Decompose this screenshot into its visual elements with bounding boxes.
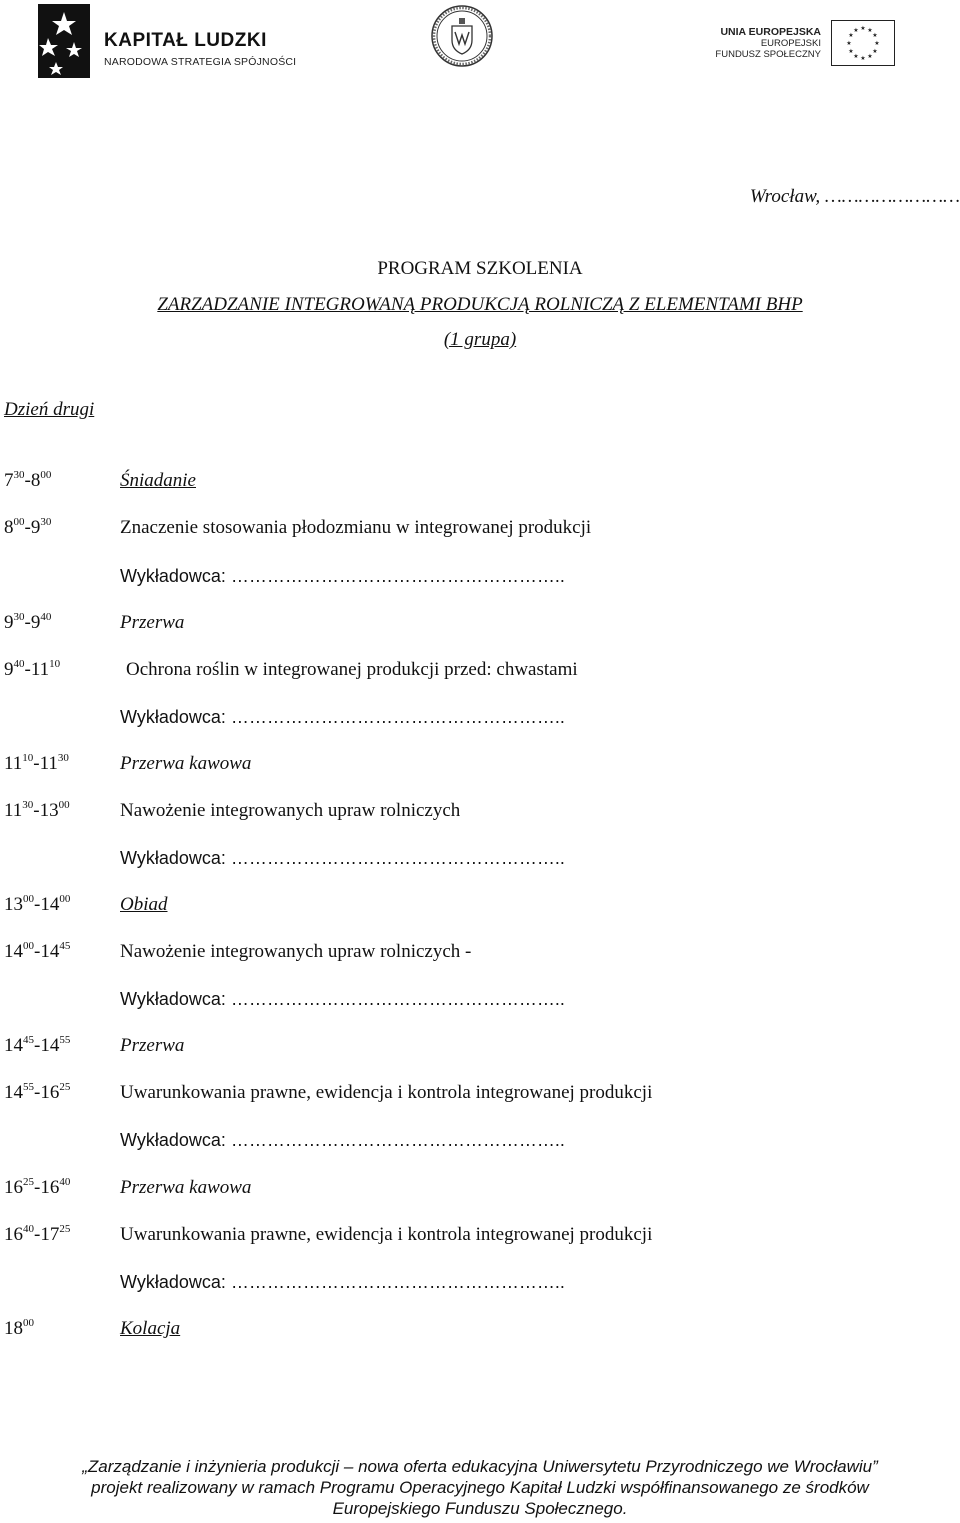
schedule-time: $16^{40}-17^{25}$ [4, 1223, 71, 1245]
schedule-activity: Ochrona roślin w integrowanej produkcji przed: chwastami [126, 659, 578, 680]
svg-text:★: ★ [853, 53, 859, 60]
svg-text:★: ★ [872, 32, 878, 39]
svg-text:★: ★ [874, 40, 880, 47]
eu-flag-icon [831, 20, 895, 66]
schedule-time: $9^{30}-9^{40}$ [4, 611, 52, 633]
svg-text:★: ★ [848, 48, 854, 55]
lecturer-line: Wykładowca: ……………………………………………….. [120, 989, 565, 1009]
schedule-activity: Nawożenie integrowanych upraw rolniczych [120, 800, 461, 821]
kapital-ludzki-logo [38, 4, 297, 78]
lecturer-line: Wykładowca: ……………………………………………….. [120, 707, 565, 727]
kapital-ludzki-mark-icon [38, 4, 90, 78]
kapital-ludzki-subtitle: NARODOWA STRATEGIA SPÓJNOŚCI [104, 56, 297, 68]
footer-line2: projekt realizowany w ramach Programu Operacyjnego Kapitał Ludzki współfinansowanego ze środków [91, 1478, 869, 1497]
footer-line3: Europejskiego Funduszu Społecznego. [332, 1499, 628, 1518]
schedule-time: $11^{10}-11^{30}$ [4, 752, 69, 774]
schedule-activity: Przerwa kawowa [120, 753, 252, 774]
footer-line1: „Zarządzanie i inżynieria produkcji – nowa oferta edukacyjna Uniwersytetu Przyrodniczego we Wrocławiu” [82, 1457, 878, 1476]
schedule-activity: Przerwa [120, 1035, 185, 1056]
day-label: Dzień drugi [4, 399, 95, 420]
svg-text:★: ★ [867, 53, 873, 60]
lecturer-line: Wykładowca: ……………………………………………….. [120, 566, 565, 586]
schedule-time: $11^{30}-13^{00}$ [4, 799, 70, 821]
schedule-activity: Uwarunkowania prawne, ewidencja i kontrola integrowanej produkcji [120, 1082, 653, 1103]
university-seal [430, 4, 494, 68]
schedule-activity: Kolacja [120, 1318, 181, 1339]
svg-text:★: ★ [860, 55, 866, 62]
schedule-activity: Przerwa [120, 612, 185, 633]
schedule-time: $8^{00}-9^{30}$ [4, 516, 52, 538]
schedule-time: $18^{00}$ [4, 1317, 34, 1339]
kapital-ludzki-title: KAPITAŁ LUDZKI [104, 30, 267, 51]
svg-text:★: ★ [846, 40, 852, 47]
schedule-time: $7^{30}-8^{00}$ [4, 469, 52, 491]
program-subtitle: ZARZADZANIE INTEGROWANĄ PRODUKCJĄ ROLNICZĄ Z ELEMENTAMI BHP [157, 294, 803, 315]
schedule-activity: Obiad [120, 894, 168, 915]
lecturer-line: Wykładowca: ……………………………………………….. [120, 1130, 565, 1150]
schedule-time: $14^{45}-14^{55}$ [4, 1034, 71, 1056]
eu-logo [717, 20, 895, 70]
lecturer-line: Wykładowca: ……………………………………………….. [120, 848, 565, 868]
schedule-time: $14^{00}-14^{45}$ [4, 940, 71, 962]
svg-text:★: ★ [867, 27, 873, 34]
svg-text:★: ★ [860, 25, 866, 32]
footer [0, 1456, 960, 1519]
eu-logo-line3: FUNDUSZ SPOŁECZNY [715, 49, 821, 60]
svg-text:★: ★ [853, 27, 859, 34]
group-label: (1 grupa) [443, 329, 517, 350]
schedule-time: $16^{25}-16^{40}$ [4, 1176, 71, 1198]
eu-logo-line2: EUROPEJSKI [760, 38, 821, 49]
schedule-time: $13^{00}-14^{00}$ [4, 893, 71, 915]
svg-text:★: ★ [848, 32, 854, 39]
program-title: PROGRAM SZKOLENIA [377, 258, 583, 279]
schedule-activity: Uwarunkowania prawne, ewidencja i kontrola integrowanej produkcji [120, 1224, 653, 1245]
schedule-activity: Znaczenie stosowania płodozmianu w integrowanej produkcji [120, 517, 592, 538]
eu-logo-line1: UNIA EUROPEJSKA [720, 26, 821, 38]
schedule-activity: Przerwa kawowa [120, 1177, 252, 1198]
university-seal-icon [430, 4, 494, 68]
svg-text:★: ★ [872, 48, 878, 55]
schedule-time: $14^{55}-16^{25}$ [4, 1081, 71, 1103]
schedule-activity: Śniadanie [120, 470, 196, 491]
schedule-activity: Nawożenie integrowanych upraw rolniczych - [120, 941, 472, 962]
city-date-line: Wrocław, …………………… [749, 186, 960, 207]
lecturer-line: Wykładowca: ……………………………………………….. [120, 1272, 565, 1292]
schedule-time: $9^{40}-11^{10}$ [4, 658, 61, 680]
